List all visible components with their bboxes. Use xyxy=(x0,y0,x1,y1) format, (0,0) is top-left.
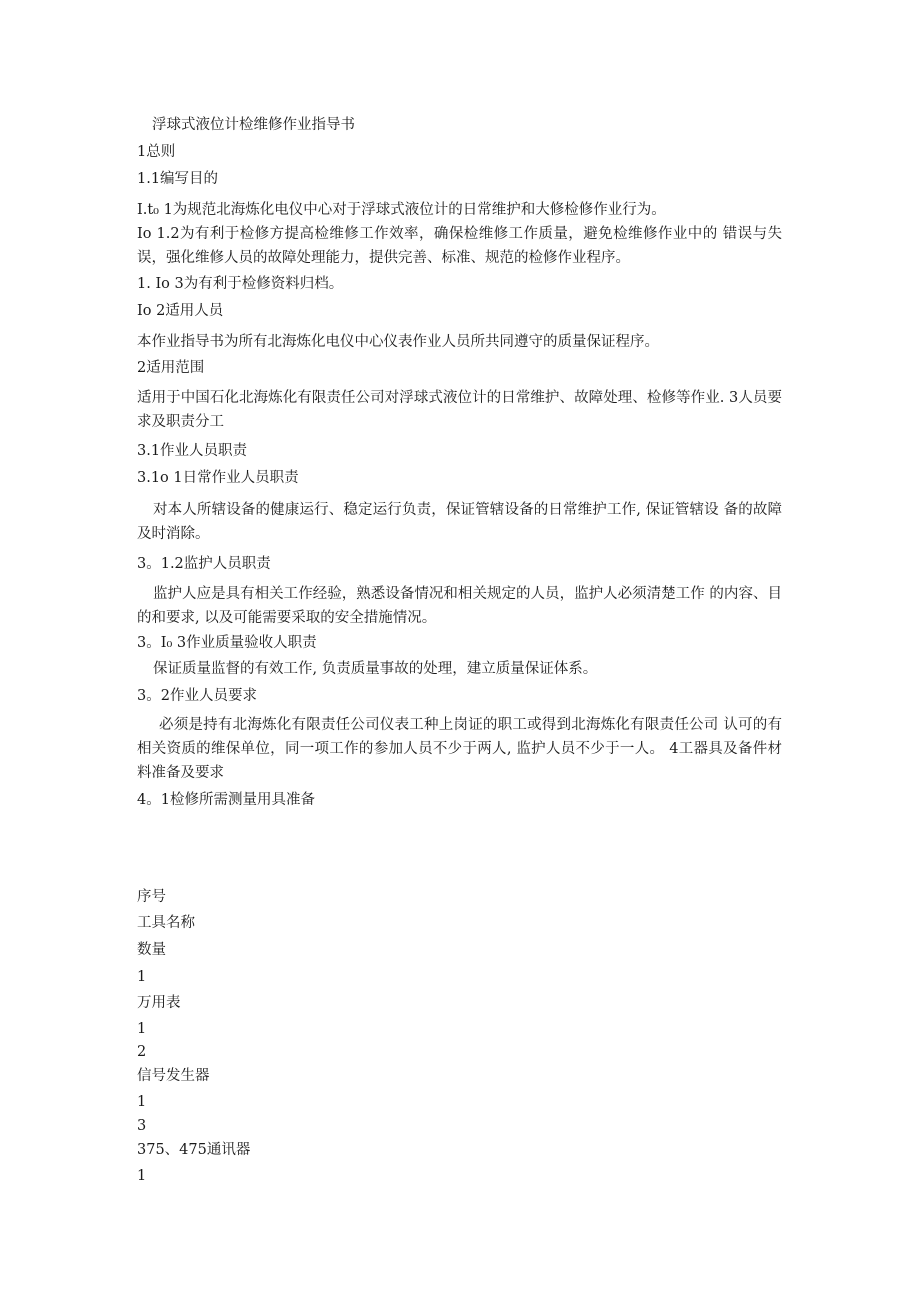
paragraph-1-1-3: 1. Io 3为有利于检修资料归档。 xyxy=(137,276,344,292)
table-row-1-index: 1 xyxy=(137,969,147,985)
table-row-3-tool-name: 375、475通讯器 xyxy=(137,1142,251,1158)
table-row-3-quantity: 1 xyxy=(137,1168,147,1184)
paragraph-2: 适用于中国石化北海炼化有限责任公司对浮球式液位计的日常维护、故障处理、检修等作业. 3人员要求及职责分工 xyxy=(137,390,782,430)
paragraph-1-1-1: I.t₀ 1为规范北海炼化电仪中心对于浮球式液位计的日常维护和大修检修作业行为。 xyxy=(137,202,666,218)
table-row-1-tool-name: 万用表 xyxy=(137,995,181,1011)
table-header-index: 序号 xyxy=(137,889,166,905)
section-1-2-heading: Io 2适用人员 xyxy=(137,303,224,319)
section-3-1-1-heading: 3.1o 1日常作业人员职责 xyxy=(137,470,299,486)
paragraph-3-1-1: 对本人所辖设备的健康运行、稳定运行负责，保证管辖设备的日常维护工作, 保证管辖设 备的故障及时消除。 xyxy=(137,502,782,542)
section-1-1-heading: 1.1编写目的 xyxy=(137,171,219,187)
section-3-2-heading: 3。2作业人员要求 xyxy=(137,688,257,704)
paragraph-3-2: 必须是持有北海炼化有限责任公司仪表工种上岗证的职工或得到北海炼化有限责任公司 认可的有相关资质的维保单位，同一项工作的参加人员不少于两人, 监护人员不少于一人。 4工器具及备件材料准备及要求 xyxy=(137,717,782,781)
table-header-quantity: 数量 xyxy=(137,942,166,958)
section-3-1-2-heading: 3。1.2监护人员职责 xyxy=(137,556,271,572)
table-row-2-index: 2 xyxy=(137,1044,147,1060)
table-row-2-quantity: 1 xyxy=(137,1094,147,1110)
paragraph-3-1-2: 监护人应是具有相关工作经验，熟悉设备情况和相关规定的人员，监护人必须清楚工作 的内容、目的和要求, 以及可能需要采取的安全措施情况。 xyxy=(137,586,782,626)
table-header-tool-name: 工具名称 xyxy=(137,915,195,931)
section-3-1-3-heading: 3。I₀ 3作业质量验收人职责 xyxy=(137,635,317,651)
table-row-2-tool-name: 信号发生器 xyxy=(137,1068,210,1084)
document-title: 浮球式液位计检维修作业指导书 xyxy=(152,117,355,133)
section-3-1-heading: 3.1作业人员职责 xyxy=(137,443,248,459)
paragraph-1-1-2: Io 1.2为有利于检修方提高检维修工作效率，确保检维修工作质量，避免检维修作业中的 错误与失误，强化维修人员的故障处理能力，提供完善、标准、规范的检修作业程序。 xyxy=(137,226,782,266)
paragraph-3-1-3: 保证质量监督的有效工作, 负责质量事故的处理，建立质量保证体系。 xyxy=(153,661,598,677)
section-4-1-heading: 4。1检修所需测量用具准备 xyxy=(137,792,315,808)
paragraph-1-2: 本作业指导书为所有北海炼化电仪中心仪表作业人员所共同遵守的质量保证程序。 xyxy=(137,334,659,350)
section-1-heading: 1总则 xyxy=(137,144,176,160)
table-row-1-quantity: 1 xyxy=(137,1021,147,1037)
table-row-3-index: 3 xyxy=(137,1118,147,1134)
section-2-heading: 2适用范围 xyxy=(137,360,205,376)
